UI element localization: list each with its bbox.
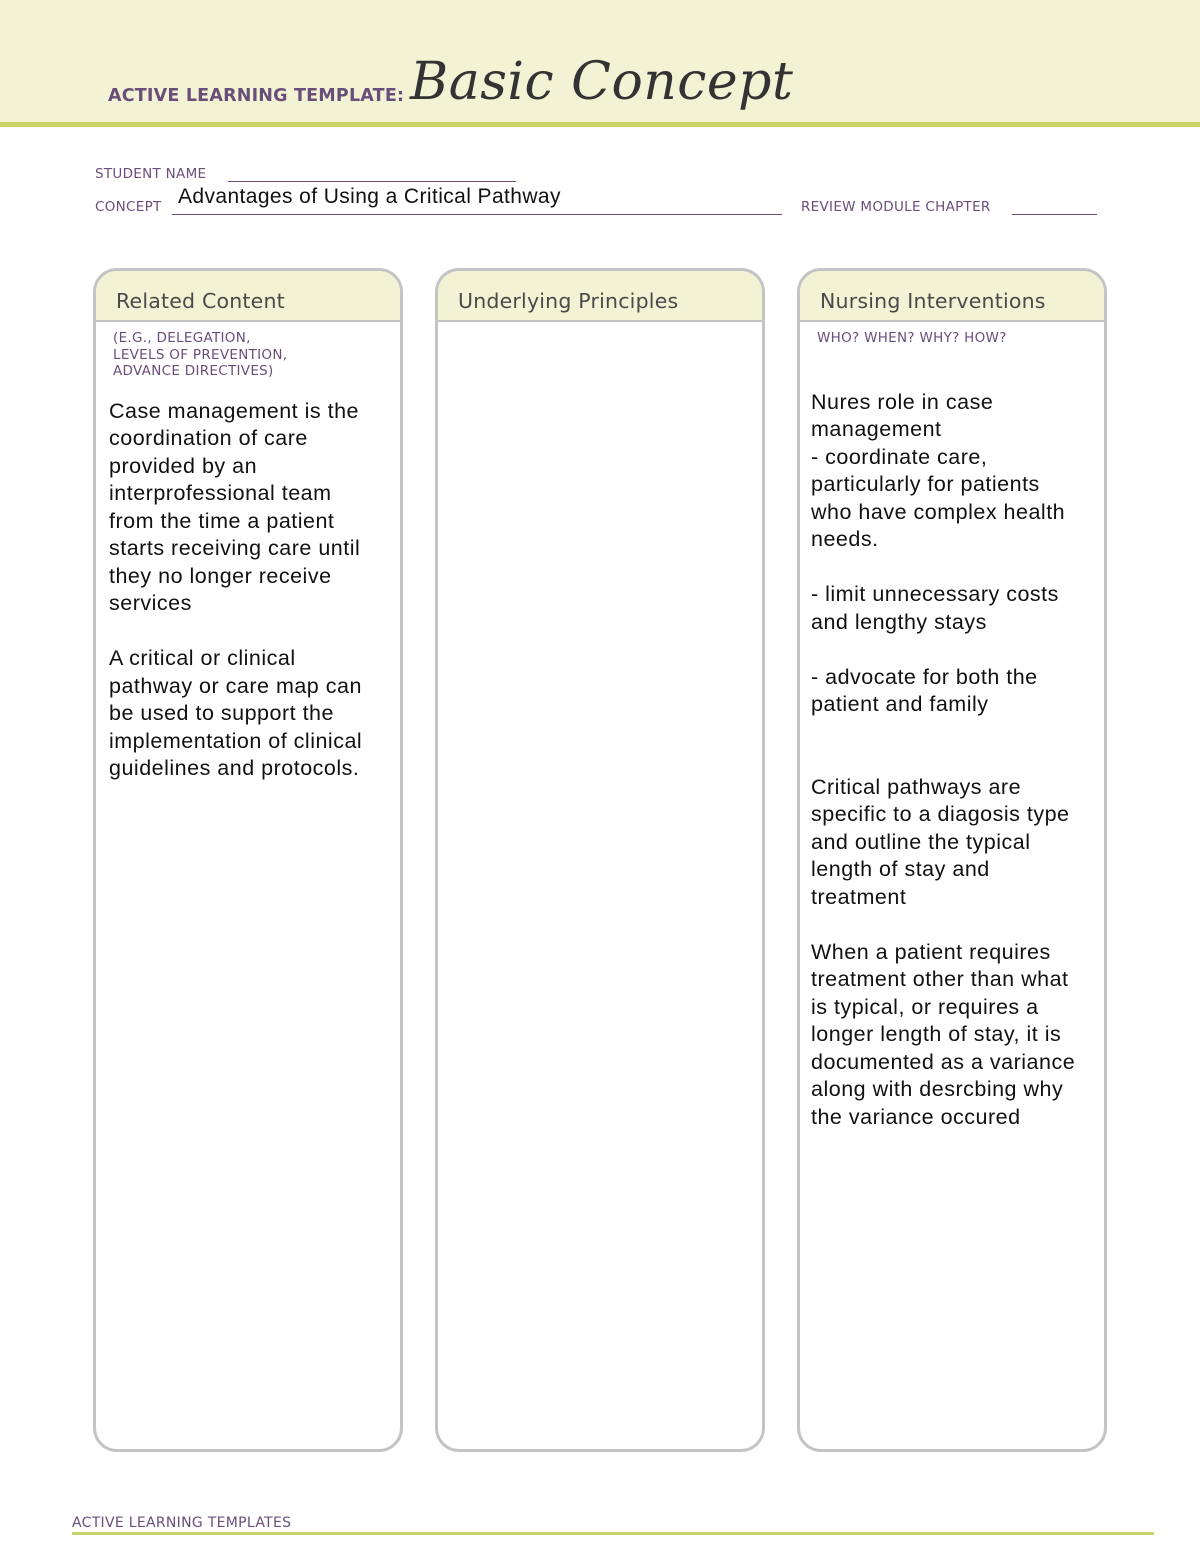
nursing-interventions-header (800, 271, 1104, 322)
underlying-principles-header (438, 271, 762, 322)
nursing-interventions-title: Nursing Interventions (820, 289, 1046, 313)
related-content-text[interactable]: Case management is the coordination of care provided by an interprofessional team from the time a patient starts receiving care until they no longer receive services A critical or clinical pathway or care map can be used to support the implementation of clinical guidelines and protocols. (109, 398, 363, 780)
related-content-title: Related Content (116, 289, 285, 313)
student-name-line[interactable] (228, 181, 516, 182)
template-label: ACTIVE LEARNING TEMPLATE: (108, 86, 405, 106)
related-content-panel (93, 268, 403, 1452)
footer-rule (72, 1532, 1154, 1535)
nursing-interventions-panel (797, 268, 1107, 1452)
header-rule (0, 122, 1200, 127)
template-title: Basic Concept (410, 52, 794, 112)
nursing-interventions-hint: WHO? WHEN? WHY? HOW? (817, 330, 1007, 346)
footer-label: ACTIVE LEARNING TEMPLATES (72, 1515, 292, 1531)
review-module-label: REVIEW MODULE CHAPTER (801, 199, 991, 215)
review-module-line[interactable] (1012, 214, 1097, 215)
concept-line[interactable] (172, 214, 782, 215)
concept-label: CONCEPT (95, 199, 162, 215)
nursing-interventions-text-b[interactable]: Critical pathways are specific to a diagosis type and outline the typical length of stay and treatment When a patient requires treatment other than what is typical, or requires a longer length of stay, it is documented as a variance along with desrcbing why the variance occured (811, 774, 1076, 1129)
related-content-hint: (E.G., DELEGATION, LEVELS OF PREVENTION, ADVANCE DIRECTIVES) (113, 330, 288, 379)
related-content-header (96, 271, 400, 322)
nursing-interventions-text-a[interactable]: Nures role in case management - coordinate care, particularly for patients who have complex health needs. - limit unnecessary costs and lengthy stays - advocate for both the patient and family (811, 389, 1066, 716)
underlying-principles-title: Underlying Principles (458, 289, 679, 313)
student-name-label: STUDENT NAME (95, 166, 207, 182)
concept-field[interactable]: Advantages of Using a Critical Pathway (178, 185, 561, 208)
underlying-principles-panel (435, 268, 765, 1452)
